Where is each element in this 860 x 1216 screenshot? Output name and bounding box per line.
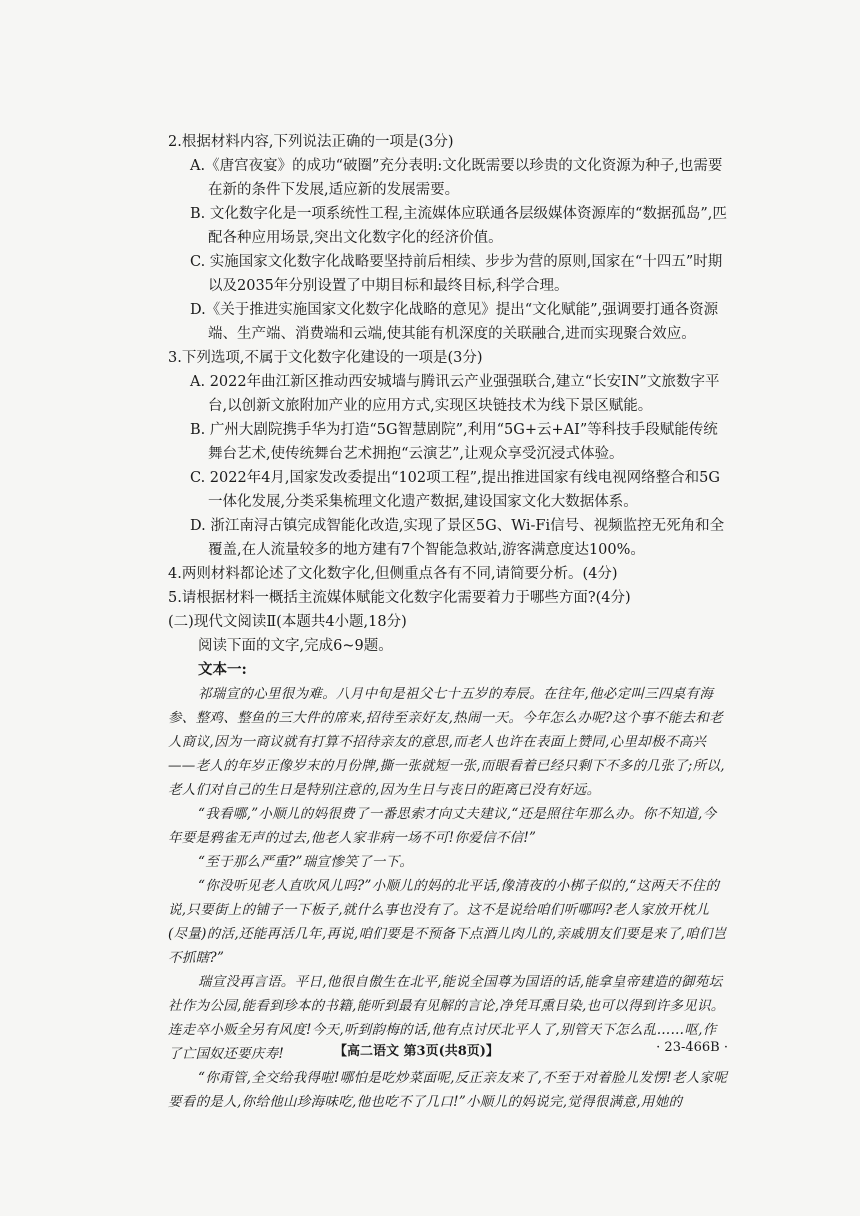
page-footer xyxy=(168,1040,728,1060)
passage-paragraph: 祁瑞宣的心里很为难。八月中旬是祖父七十五岁的寿辰。在往年,他必定叫三四桌有海参、整鸡、整鱼的三大件的席来,招待至亲好友,热闹一天。今年怎么办呢?这个事不能去和老人商议,因为一商议就有打算不招待亲友的意思,而老人也许在表面上赞同,心里却极不高兴——老人的年岁正像岁末的月份牌,撕一张就短一张,而眼看着已经只剩下不多的几张了;所以,老人们对自己的生日是特别注意的,因为生日与丧日的距离已没有好远。 xyxy=(168,686,725,798)
question-3-stem: 3.下列选项,不属于文化数字化建设的一项是(3分) xyxy=(168,350,483,366)
question-2-option-c: C. 实施国家文化数字化战略要坚持前后相续、步步为营的原则,国家在“十四五”时期以及2035年分别设置了中期目标和最终目标,科学合理。 xyxy=(190,254,723,294)
text-one-title: 文本一: xyxy=(198,661,247,678)
paper-code: · 23-466B · xyxy=(656,1040,728,1055)
question-2-option-d: D.《关于推进实施国家文化数字化战略的意见》提出“文化赋能”,强调要打通各资源端、生产端、消费端和云端,使其能有机深度的关联融合,进而实现聚合效应。 xyxy=(190,302,719,342)
question-3-option-c: C. 2022年4月,国家发改委提出“102项工程”,提出推进国家有线电视网络整合和5G一体化发展,分类采集梳理文化遗产数据,建设国家文化大数据体系。 xyxy=(190,470,720,510)
page-content xyxy=(168,130,728,1114)
question-5-stem: 5.请根据材料一概括主流媒体赋能文化数字化需要着力于哪些方面?(4分) xyxy=(168,590,631,606)
passage-paragraph: “你没听见老人直吹风儿吗?”小顺儿的妈的北平话,像清夜的小梆子似的,“这两天不住的说,只要街上的铺子一下板子,就什么事也没有了。这不是说给咱们听哪吗?老人家放开枕儿(尽量)的活,还能再活几年,再说,咱们要是不预备下点酒儿肉儿的,亲戚朋友们要是来了,咱们岂不抓瞎?” xyxy=(168,878,727,966)
reading-instruction: 阅读下面的文字,完成6~9题。 xyxy=(198,638,393,654)
question-2-option-b: B. 文化数字化是一项系统性工程,主流媒体应联通各层级媒体资源库的“数据孤岛”,匹配各种应用场景,突出文化数字化的经济价值。 xyxy=(190,206,727,246)
question-3-option-a: A. 2022年曲江新区推动西安城墙与腾讯云产业强强联合,建立“长安IN”文旅数字平台,以创新文旅附加产业的应用方式,实现区块链技术为线下景区赋能。 xyxy=(190,374,720,414)
question-3-option-d: D. 浙江南浔古镇完成智能化改造,实现了景区5G、Wi-Fi信号、视频监控无死角和全覆盖,在人流量较多的地方建有7个智能急救站,游客满意度达100%。 xyxy=(190,518,725,558)
question-3-option-b: B. 广州大剧院携手华为打造“5G智慧剧院”,利用“5G+云+AI”等科技手段赋能传统舞台艺术,使传统舞台艺术拥抱“云演艺”,让观众享受沉浸式体验。 xyxy=(190,422,718,462)
question-2-option-a: A.《唐宫夜宴》的成功“破圈”充分表明:文化既需要以珍贵的文化资源为种子,也需要在新的条件下发展,适应新的发展需要。 xyxy=(190,158,723,198)
passage-paragraph: 瑞宣没再言语。平日,他很自傲生在北平,能说全国尊为国语的话,能拿皇帝建造的御苑坛社作为公园,能看到珍本的书籍,能听到最有见解的言论,净凭耳熏目染,也可以得到许多见识。连走卒小贩全另有风度!今天,听到韵梅的话,他有点讨厌北平人了,别管天下怎么乱……呕,作了亡国奴还要庆寿! xyxy=(168,974,725,1062)
passage-paragraph: “至于那么严重?”瑞宣惨笑了一下。 xyxy=(198,854,414,870)
passage-paragraph: “我看哪,”小顺儿的妈很费了一番思索才向丈夫建议,“还是照往年那么办。你不知道,今年要是鸦雀无声的过去,他老人家非病一场不可!你爱信不信!” xyxy=(168,806,717,846)
passage-paragraph: “你甭管,全交给我得啦!哪怕是吃炒菜面呢,反正亲友来了,不至于对着脸儿发愣!老人家呢要看的是人,你给他山珍海味吃,他也吃不了几口!”小顺儿的妈说完,觉得很满意,用她的 xyxy=(168,1070,728,1110)
question-4-stem: 4.两则材料都论述了文化数字化,但侧重点各有不同,请简要分析。(4分) xyxy=(168,566,618,582)
section-heading: (二)现代文阅读Ⅱ(本题共4小题,18分) xyxy=(168,614,407,630)
page-number-label: 【高二语文 第3页(共8页)】 xyxy=(334,1044,499,1059)
question-2-stem: 2.根据材料内容,下列说法正确的一项是(3分) xyxy=(168,134,454,150)
